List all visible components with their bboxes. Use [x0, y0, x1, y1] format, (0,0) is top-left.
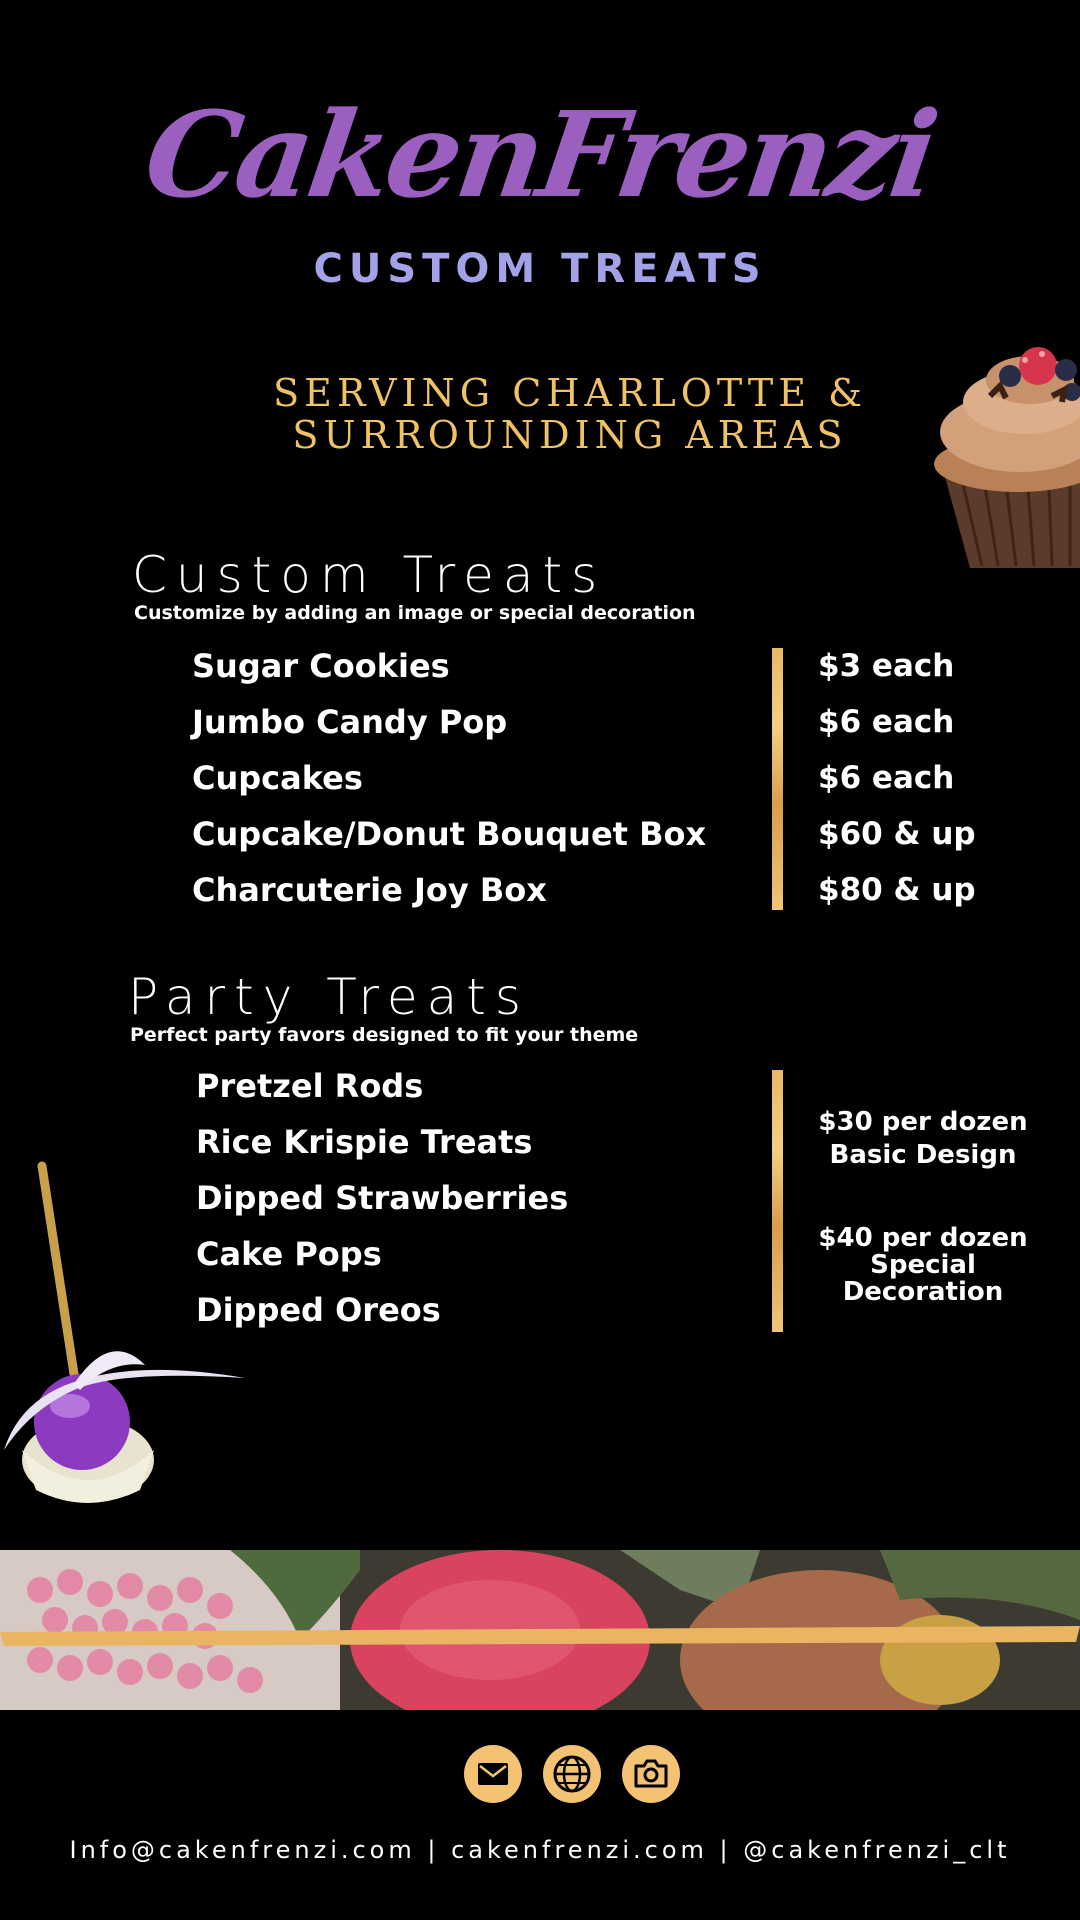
price-special-amount: $40 per dozen [818, 1223, 1028, 1253]
cupcake-illustration [930, 336, 1080, 572]
list-item: Jumbo Candy Pop [192, 703, 508, 741]
list-item: Cupcakes [192, 759, 363, 797]
price-special-label-2: Decoration [842, 1277, 1004, 1307]
treats-photo-banner [0, 1550, 1080, 1710]
list-item: Dipped Strawberries [196, 1179, 569, 1217]
price: $6 each [818, 760, 955, 796]
list-item: Pretzel Rods [196, 1067, 424, 1105]
gold-divider [772, 1070, 783, 1332]
list-item: Rice Krispie Treats [196, 1123, 533, 1161]
price: $80 & up [818, 872, 976, 908]
list-item: Sugar Cookies [192, 647, 450, 685]
brand-tagline: CUSTOM TREATS [313, 246, 767, 292]
service-area-line-2: SURROUNDING AREAS [292, 413, 848, 457]
price-special [800, 1225, 1046, 1306]
mail-icon[interactable] [464, 1745, 522, 1803]
party-treats-subtitle: Perfect party favors designed to fit your theme [130, 1024, 639, 1046]
list-item: Dipped Oreos [196, 1291, 441, 1329]
list-item: Cupcake/Donut Bouquet Box [192, 815, 707, 853]
list-item: Charcuterie Joy Box [192, 871, 547, 909]
price-basic-amount: $30 per dozen [818, 1107, 1028, 1137]
price: $6 each [818, 704, 955, 740]
cake-pop-illustration [0, 1160, 250, 1510]
custom-treats-prices [818, 638, 976, 918]
contact-icons [464, 1745, 680, 1803]
party-treats-list [196, 1058, 568, 1338]
price-basic [800, 1106, 1046, 1172]
price: $3 each [818, 648, 955, 684]
service-area-line-1: SERVING CHARLOTTE & [273, 371, 867, 415]
service-area [0, 372, 1080, 456]
party-treats-title: Party Treats [128, 968, 530, 1026]
price-basic-label: Basic Design [829, 1140, 1017, 1170]
list-item: Cake Pops [196, 1235, 382, 1273]
gold-divider [772, 648, 783, 910]
camera-icon[interactable] [622, 1745, 680, 1803]
price: $60 & up [818, 816, 976, 852]
logo-text: CakenFrenzi [137, 85, 943, 224]
contact-footer: Info@cakenfrenzi.com | cakenfrenzi.com | @cakenfrenzi_clt [69, 1836, 1011, 1864]
custom-treats-subtitle: Customize by adding an image or special decoration [134, 602, 696, 624]
globe-icon[interactable] [543, 1745, 601, 1803]
price-special-label: Special [870, 1250, 976, 1280]
brand-logo [0, 70, 1080, 240]
custom-treats-title: Custom Treats [132, 546, 607, 604]
custom-treats-list [192, 638, 706, 918]
